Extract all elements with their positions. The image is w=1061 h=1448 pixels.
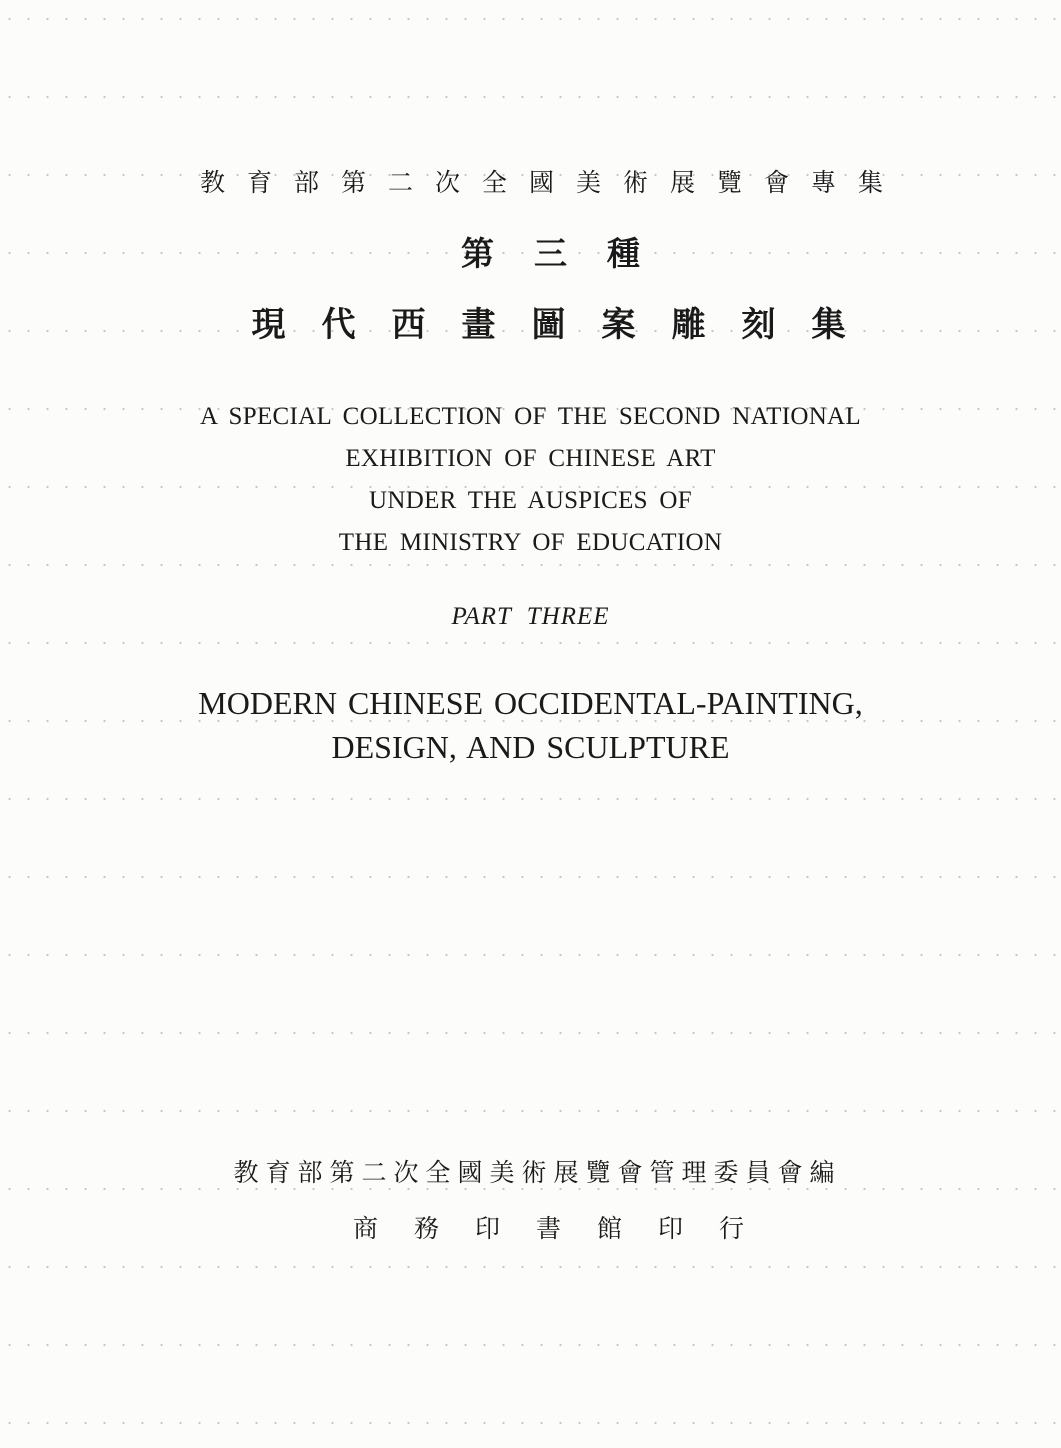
series-title-english-line-3: UNDER THE AUSPICES OF bbox=[369, 487, 692, 514]
part-number-english: PART THREE bbox=[451, 603, 610, 630]
series-title-english-line-4: THE MINISTRY OF EDUCATION bbox=[338, 529, 723, 556]
series-title-chinese: 教育部第二次全國美術展覽會專集 bbox=[199, 168, 905, 197]
volume-title-english-line-1: MODERN CHINESE OCCIDENTAL-PAINTING, bbox=[198, 685, 863, 721]
series-title-english-line-1: A SPECIAL COLLECTION OF THE SECOND NATIONAL bbox=[200, 403, 861, 430]
volume-title-chinese: 現代西畫圖案雕刻集 bbox=[251, 305, 882, 345]
printer-credit: 商務印書館印行 bbox=[352, 1214, 780, 1243]
series-title-english-line-2: EXHIBITION OF CHINESE ART bbox=[345, 445, 716, 472]
series-title-english bbox=[0, 396, 1061, 564]
volume-title-english-line-2: DESIGN, AND SCULPTURE bbox=[331, 729, 730, 765]
editor-credit: 教育部第二次全國美術展覽會管理委員會編 bbox=[233, 1158, 842, 1187]
volume-title-english bbox=[0, 681, 1061, 769]
part-number-chinese: 第三種 bbox=[461, 234, 680, 273]
